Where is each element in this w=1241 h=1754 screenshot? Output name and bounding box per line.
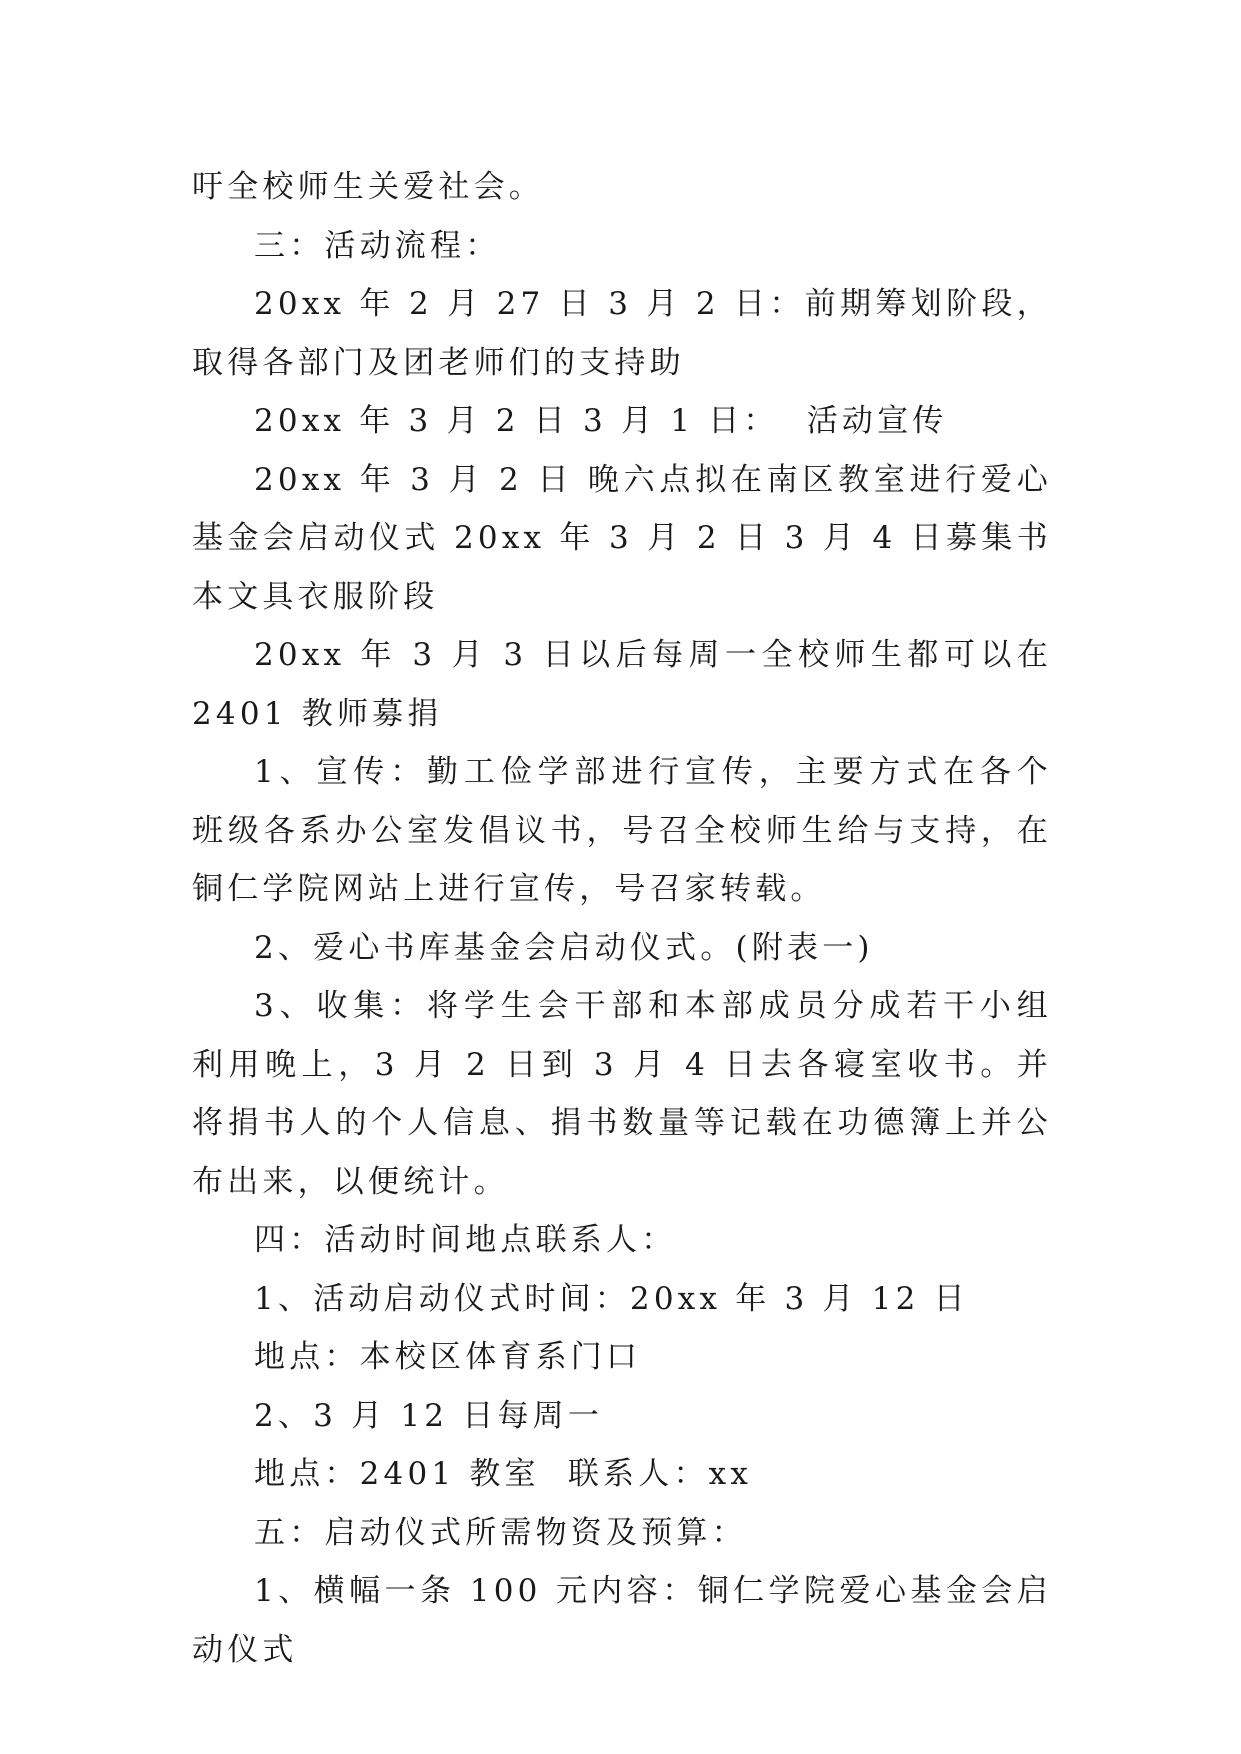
list-item-weekly: 2、3 月 12 日每周一: [254, 1397, 604, 1434]
paragraph-weekly-donation: 20xx 年 3 月 3 日以后每周一全校师生都可以在 2401 教师募捐: [192, 637, 1067, 732]
paragraph-location-2: 地点：2401 教室 联系人：xx: [254, 1456, 753, 1492]
paragraph-location-1: 地点：本校区体育系门口: [254, 1339, 642, 1375]
paragraph-launch-ceremony: 20xx 年 3 月 2 日 晚六点拟在南区教室进行爱心基金会启动仪式 20xx 年 3 月 2 日 3 月 4 日募集书本文具衣服阶段: [192, 461, 1052, 615]
document-page: [192, 158, 1067, 1679]
paragraph-planning-stage: 20xx 年 2 月 27 日 3 月 2 日：前期筹划阶段，取得各部门及团老师们的支持助: [192, 286, 1052, 381]
list-item-ceremony-time: 1、活动启动仪式时间：20xx 年 3 月 12 日: [254, 1280, 969, 1317]
section-heading-budget: 五：启动仪式所需物资及预算：: [254, 1514, 747, 1551]
list-item-ceremony: 2、爱心书库基金会启动仪式。(附表一): [254, 929, 874, 966]
list-item-collection: 3、收集：将学生会干部和本部成员分成若干小组利用晚上，3 月 2 日到 3 月 4 日去各寝室收书。并将捐书人的个人信息、捐书数量等记载在功德簿上并公布出来，以便统计。: [192, 988, 1052, 1200]
list-item-publicity: 1、宣传：勤工俭学部进行宣传，主要方式在各个班级各系办公室发倡议书，号召全校师生给与支持，在铜仁学院网站上进行宣传，号召家转载。: [192, 754, 1052, 907]
paragraph-publicity-stage: 20xx 年 3 月 2 日 3 月 1 日： 活动宣传: [254, 403, 948, 439]
paragraph-continuation: 吁全校师生关爱社会。: [192, 169, 544, 205]
section-heading-time-place: 四：活动时间地点联系人：: [254, 1222, 677, 1258]
section-heading-process: 三：活动流程：: [254, 227, 501, 264]
list-item-banner: 1、横幅一条 100 元内容：铜仁学院爱心基金会启动仪式: [192, 1573, 1052, 1668]
